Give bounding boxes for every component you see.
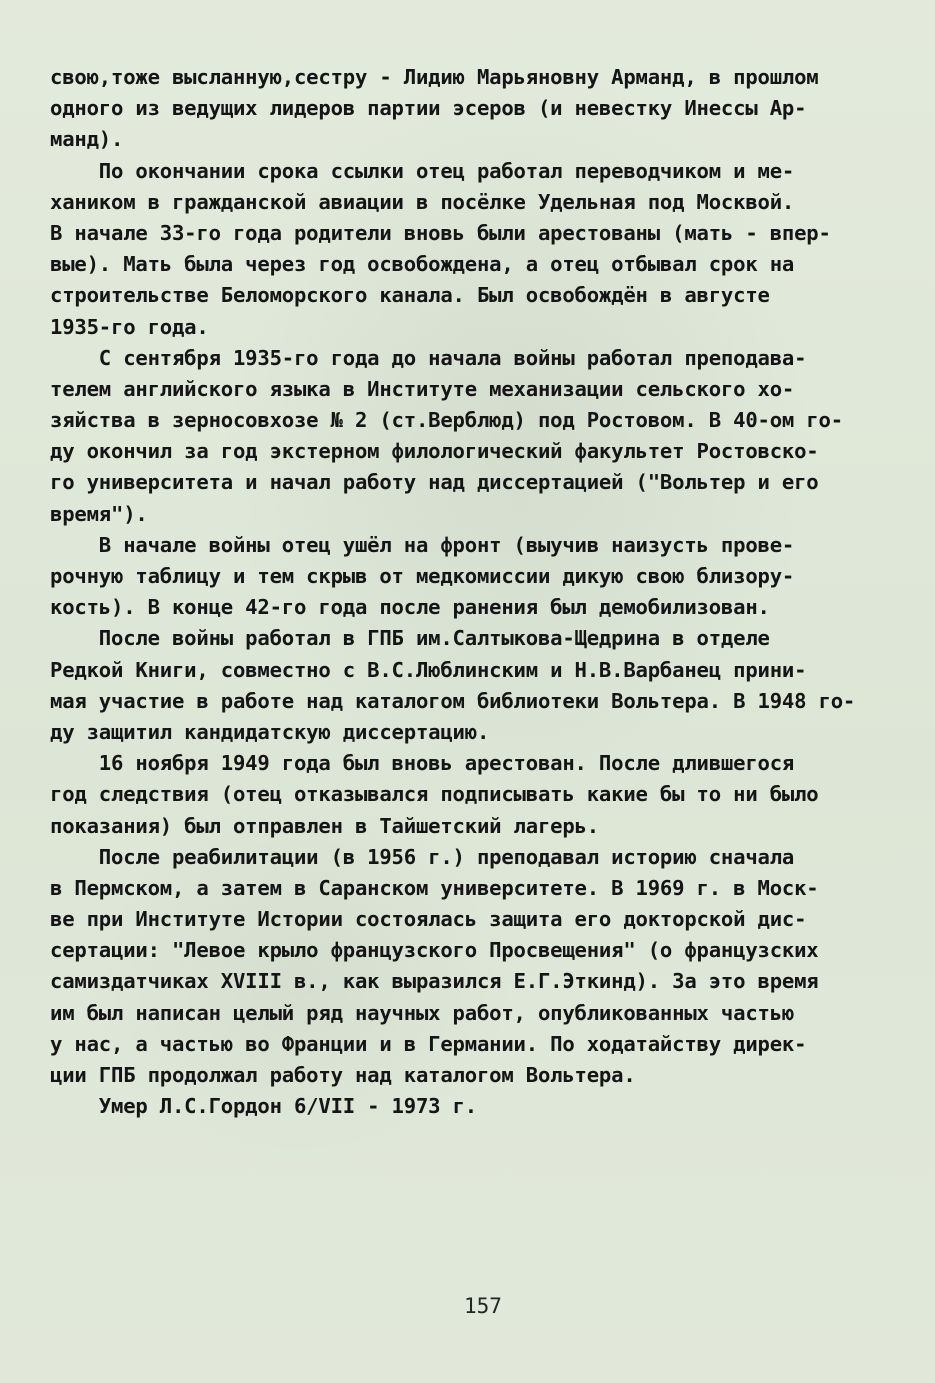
text-line: мая участие в работе над каталогом библиотеки Вольтера. В 1948 го- — [50, 688, 856, 713]
text-line: рочную таблицу и тем скрыв от медкомиссии дикую свою близору- — [50, 564, 795, 588]
text-line: свою,тоже высланную,сестру - Лидию Марьяновну Арманд, в прошлом — [50, 65, 819, 89]
text-line: зяйства в зерносовхозе № 2 (ст.Верблюд) под Ростовом. В 40-ом го- — [50, 408, 843, 433]
text-line: кость). В конце 42-го года после ранения был демобилизован. — [50, 595, 770, 620]
text-line: го университета и начал работу над диссертацией ("Вольтер и его — [50, 470, 819, 495]
text-line: После войны работал в ГПБ им.Салтыкова-Щедрина в отделе — [50, 626, 770, 651]
text-line: ве при Институте Истории состоялась защита его докторской дис- — [50, 907, 807, 932]
text-line: После реабилитации (в 1956 г.) преподавал историю сначала — [50, 844, 795, 869]
text-line: ду защитил кандидатскую диссертацию. — [50, 719, 490, 744]
text-line: В начале войны отец ушёл на фронт (выучив наизусть прове- — [50, 532, 795, 557]
text-line: Умер Л.С.Гордон 6/VII - 1973 г. — [50, 1094, 477, 1119]
text-line: По окончании срока ссылки отец работал переводчиком и ме- — [50, 158, 795, 183]
text-line: хаником в гражданской авиации в посёлке Удельная под Москвой. — [50, 189, 795, 214]
text-line: год следствия (отец отказывался подписывать какие бы то ни было — [50, 782, 819, 807]
text-line: сертации: "Левое крыло французского Просвещения" (о французских — [50, 938, 819, 963]
body-text — [50, 62, 900, 1122]
text-line: им был написан целый ряд научных работ, опубликованных частью — [50, 1000, 795, 1025]
text-line: телем английского языка в Институте механизации сельского хо- — [50, 376, 795, 401]
text-line: одного из ведущих лидеров партии эсеров (и невестку Инессы Ар- — [50, 96, 807, 121]
text-line: 1935-го года. — [50, 314, 209, 339]
text-line: в Пермском, а затем в Саранском университете. В 1969 г. в Моск- — [50, 875, 819, 900]
text-line: Редкой Книги, совместно с В.С.Люблинским и Н.В.Варбанец прини- — [50, 657, 807, 682]
text-line: показания) был отправлен в Тайшетский лагерь. — [50, 813, 599, 838]
text-line: у нас, а частью во Франции и в Германии. По ходатайству дирек- — [50, 1031, 807, 1056]
text-line: вые). Мать была через год освобождена, а отец отбывал срок на — [50, 252, 795, 277]
text-line: ции ГПБ продолжал работу над каталогом Вольтера. — [50, 1063, 636, 1087]
text-line: манд). — [50, 127, 124, 152]
text-line: С сентября 1935-го года до начала войны работал преподава- — [50, 345, 807, 370]
text-line: ду окончил за год экстерном филологический факультет Ростовско- — [50, 439, 819, 464]
page-number: 157 — [464, 1294, 502, 1318]
text-line: 16 ноября 1949 года был вновь арестован. После длившегося — [50, 751, 795, 776]
text-line: самиздатчиках XVIII в., как выразился Е.Г.Эткинд). За это время — [50, 969, 819, 994]
text-line: время"). — [50, 501, 148, 526]
text-line: В начале 33-го года родители вновь были арестованы (мать - впер- — [50, 220, 831, 245]
text-line: строительстве Беломорского канала. Был освобождён в августе — [50, 283, 770, 308]
